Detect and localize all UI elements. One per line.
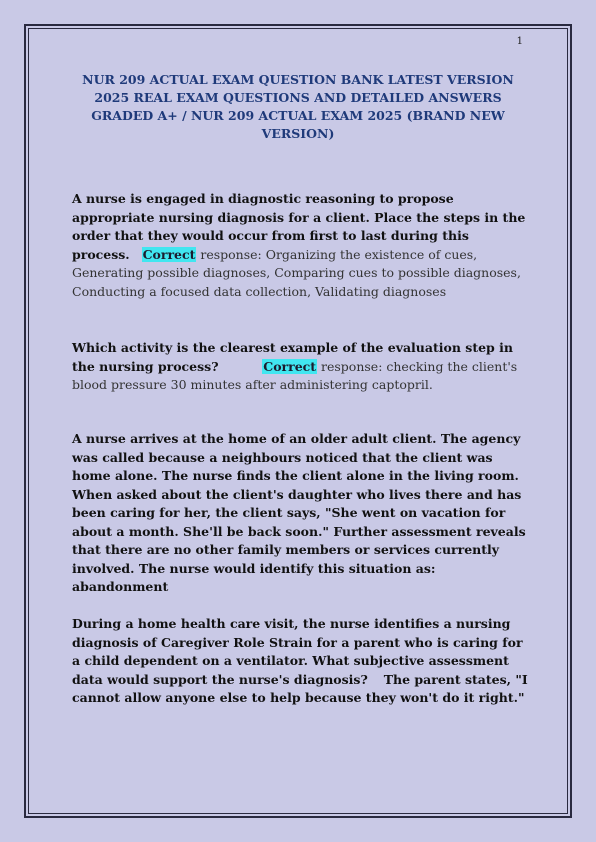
answer-text: The parent states, "I cannot allow anyone else to help because they won't do it right.": [72, 671, 528, 705]
answer-text: response: Organizing the existence of cues, Generating possible diagnoses, Comparing cues to possible diagnoses, Conducting a focused data collection, Validating diagnoses: [72, 246, 521, 299]
question-text: A nurse arrives at the home of an older adult client. The agency was called because a neighbours noticed that the client was home alone. The nurse finds the client alone in the living room. When asked about the client's daughter who lives there and has been caring for her, the client says, "She went on vacation for about a month. She'll be back soon." Further assessment reveals that there are no other family members or services currently involved. The nurse would identify this situation as:: [72, 431, 526, 576]
document-title: NUR 209 ACTUAL EXAM QUESTION BANK LATEST VERSION 2025 REAL EXAM QUESTIONS AND DETAILED ANSWERS GRADED A+ / NUR 209 ACTUAL EXAM 2025 (BRAND NEW VERSION): [82, 72, 514, 141]
page-number: 1: [516, 36, 523, 47]
question-block-3: [72, 430, 530, 597]
answer-text: response: checking the client's blood pressure 30 minutes after administering captopril.: [72, 358, 518, 392]
question-block-4: [72, 615, 530, 708]
question-text: A nurse is engaged in diagnostic reasoning to propose appropriate nursing diagnosis for a client. Place the steps in the order that they would occur from first to last during this process.: [72, 191, 526, 262]
question-block-2: [72, 339, 530, 395]
question-text: During a home health care visit, the nurse identifies a nursing diagnosis of Caregiver Role Strain for a parent who is caring for a child dependent on a ventilator. What subjective assessment data would support the nurse's diagnosis?: [72, 616, 523, 687]
question-block-1: [72, 190, 530, 301]
correct-highlight: Correct: [142, 246, 196, 262]
answer-text: abandonment: [72, 579, 169, 594]
correct-highlight: Correct: [263, 358, 317, 374]
question-text: Which activity is the clearest example of the evaluation step in the nursing process?: [72, 340, 513, 374]
